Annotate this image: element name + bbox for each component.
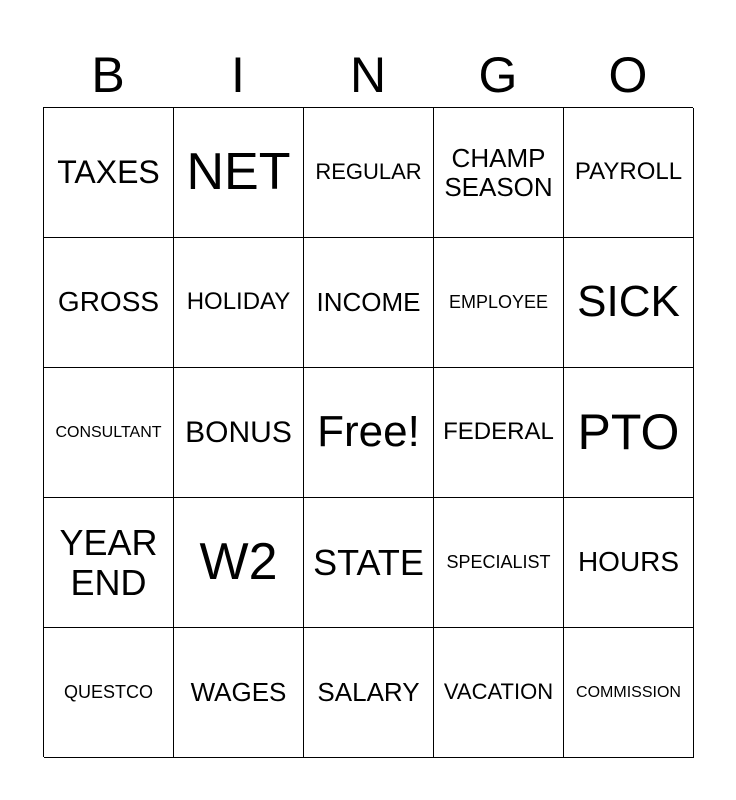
cell-text: COMMISSION	[576, 683, 681, 701]
cell-text: HOLIDAY	[186, 288, 291, 316]
bingo-header	[43, 42, 693, 108]
bingo-cell[interactable]	[174, 368, 304, 498]
bingo-cell[interactable]	[564, 368, 694, 498]
cell-text: HOURS	[577, 546, 680, 578]
header-letter-i: I	[231, 47, 245, 103]
bingo-cell[interactable]	[434, 498, 564, 628]
cell-text: REGULAR	[315, 159, 422, 185]
cell-text: STATE	[313, 541, 424, 583]
header-letter-o: O	[608, 47, 648, 103]
cell-text: SICK	[577, 277, 680, 327]
bingo-cell[interactable]	[564, 498, 694, 628]
bingo-cell[interactable]	[44, 238, 174, 368]
header-letter-g: G	[478, 47, 518, 103]
cell-text: CHAMP SEASON	[444, 142, 553, 202]
cell-text: QUESTCO	[63, 681, 153, 702]
bingo-cell[interactable]	[564, 108, 694, 238]
header-letter-n: N	[349, 47, 387, 103]
cell-text: W2	[199, 532, 278, 591]
bingo-cell[interactable]	[304, 498, 434, 628]
bingo-cell[interactable]	[434, 238, 564, 368]
bingo-cell[interactable]	[434, 108, 564, 238]
cell-text: SALARY	[317, 677, 420, 708]
cell-text: FEDERAL	[443, 418, 554, 446]
cell-text: NET	[186, 142, 291, 201]
cell-text: CONSULTANT	[55, 423, 162, 441]
bingo-cell[interactable]	[174, 628, 304, 758]
bingo-cell[interactable]	[434, 368, 564, 498]
bingo-cell[interactable]	[174, 498, 304, 628]
bingo-cell[interactable]	[44, 368, 174, 498]
bingo-cell[interactable]	[174, 108, 304, 238]
bingo-cell[interactable]	[44, 628, 174, 758]
cell-text: TAXES	[57, 153, 160, 190]
cell-text: PAYROLL	[574, 158, 683, 186]
cell-text: EMPLOYEE	[448, 291, 549, 312]
bingo-cell[interactable]	[304, 628, 434, 758]
cell-text: BONUS	[185, 416, 292, 449]
bingo-board	[43, 107, 693, 757]
cell-text: YEAR END	[59, 521, 158, 603]
cell-text: INCOME	[316, 287, 421, 318]
bingo-cell[interactable]	[44, 108, 174, 238]
bingo-cell[interactable]	[44, 498, 174, 628]
cell-text: VACATION	[443, 679, 554, 705]
bingo-cell[interactable]	[304, 108, 434, 238]
header-letter-b: B	[91, 47, 125, 103]
bingo-cell[interactable]	[304, 238, 434, 368]
bingo-cell[interactable]	[564, 238, 694, 368]
free-space-cell[interactable]	[304, 368, 434, 498]
cell-text: PTO	[577, 404, 680, 460]
bingo-cell[interactable]	[174, 238, 304, 368]
free-space-text: Free!	[317, 407, 420, 457]
cell-text: SPECIALIST	[446, 551, 551, 572]
cell-text: WAGES	[190, 677, 287, 708]
bingo-cell[interactable]	[434, 628, 564, 758]
bingo-cell[interactable]	[564, 628, 694, 758]
cell-text: GROSS	[57, 286, 160, 318]
